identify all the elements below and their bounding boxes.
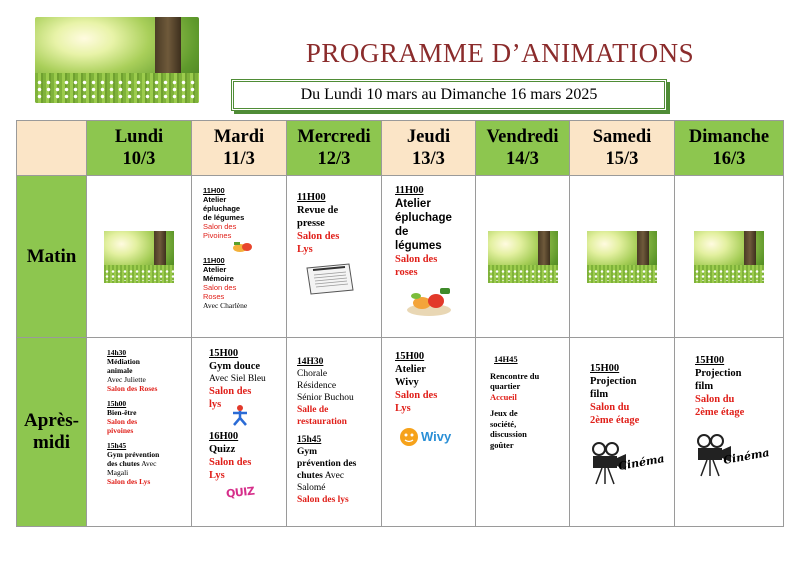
day-header-samedi: Samedi 15/3 [570, 121, 675, 176]
wivy-logo: Wivy [398, 426, 460, 454]
header-nature-photo [35, 17, 199, 103]
activity-block: 16H00 Quizz Salon des Lys [209, 431, 252, 481]
activity-block: 11H00 Atelier épluchage de légumes Salon des roses [395, 185, 452, 278]
activity-block: 11H00 Revue de presse Salon des Lys [297, 192, 340, 255]
cell-mercredi-matin [287, 176, 382, 338]
activity-block: 11H00 Atelier Mémoire Salon des Roses Avec Charlène [203, 256, 248, 310]
page-title: PROGRAMME D’ANIMATIONS [305, 38, 695, 68]
vegetables-icon [232, 240, 254, 254]
activity-block: 15H00 Atelier Wivy Salon des Lys [395, 351, 438, 414]
cell-vendredi-matin [476, 176, 570, 338]
cell-dimanche-apres-midi [675, 338, 784, 527]
schedule-table [16, 120, 784, 527]
day-header-jeudi: Jeudi 13/3 [382, 121, 476, 176]
cell-lundi-apres-midi [87, 338, 192, 527]
row-label-matin: Matin [17, 176, 87, 338]
nature-photo [488, 231, 558, 283]
vegetables-icon [404, 284, 454, 318]
cell-dimanche-matin [675, 176, 784, 338]
wivy-mascot-icon [398, 426, 420, 448]
activity-block: 11H00 Atelier épluchage de légumes Salon des Pivoines [203, 186, 245, 240]
day-header-mardi: Mardi 11/3 [192, 121, 287, 176]
row-label-apres-midi: Après- midi [17, 338, 87, 527]
nature-photo [587, 231, 657, 283]
day-header-mercredi: Mercredi 12/3 [287, 121, 382, 176]
cell-samedi-apres-midi [570, 338, 675, 527]
gym-figure-icon [230, 404, 250, 426]
cell-mardi-apres-midi [192, 338, 287, 527]
cell-mardi-matin [192, 176, 287, 338]
day-header-lundi: Lundi 10/3 [87, 121, 192, 176]
activity-block: 15H00 Gym douce Avec Siel Bleu Salon des lys [209, 348, 266, 410]
quiz-icon: QUIZ [225, 484, 255, 501]
cinema-label: Cinéma [722, 446, 771, 467]
nature-photo [104, 231, 174, 283]
nature-photo [694, 231, 764, 283]
cell-samedi-matin [570, 176, 675, 338]
morning-row [17, 176, 784, 338]
activity-block: 15H00 Projection film Salon du 2ème étage [695, 355, 745, 418]
newspaper-icon [305, 262, 355, 296]
date-range: Du Lundi 10 mars au Dimanche 16 mars 2025 [231, 79, 667, 111]
cell-jeudi-matin [382, 176, 476, 338]
days-header-row [17, 121, 784, 176]
activity-block: 14h30 Médiation animale Avec Juliette Salon des Roses 15h00 Bien-être Salon des pivoines 15h45 Gym prévention des chutes Avec Magali Salon des Lys [107, 348, 160, 486]
cell-mercredi-apres-midi [287, 338, 382, 527]
day-header-vendredi: Vendredi 14/3 [476, 121, 570, 176]
cell-vendredi-apres-midi [476, 338, 570, 527]
day-header-dimanche: Dimanche 16/3 [675, 121, 784, 176]
activity-block: 14H30 Chorale Résidence Sénior Buchou Salle de restauration 15h45 Gym prévention des chutes Avec Salomé Salon des lys [297, 357, 357, 505]
cinema-label: Cinéma [617, 452, 666, 473]
afternoon-row [17, 338, 784, 527]
corner-cell [17, 121, 87, 176]
activity-block: 14H45 Rencontre du quartier Accueil Jeux de société, discussion goûter [490, 354, 540, 450]
activity-block: 15H00 Projection film Salon du 2ème étage [590, 363, 640, 426]
cell-lundi-matin [87, 176, 192, 338]
cell-jeudi-apres-midi [382, 338, 476, 527]
